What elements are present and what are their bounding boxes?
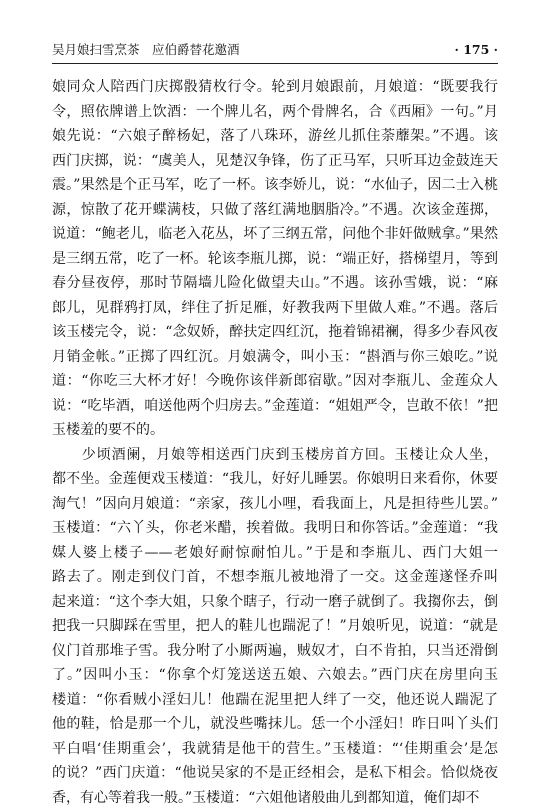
text-line: 的说？”西门庆道：“他说吴家的不是正经相会，是私下相会。恰似烧夜 bbox=[52, 761, 498, 786]
text-line: 春分昼夜停，那时节隔墙儿险化做望夫山。”不遇。该孙雪娥，说：“麻 bbox=[52, 271, 498, 296]
text-line: 玉楼道：“六丫头，你老米醋，挨着做。我明日和你答话。”金莲道：“我 bbox=[52, 516, 498, 541]
paragraph bbox=[52, 75, 498, 443]
text-line: 路去了。刚走到仪门首，不想李瓶儿被地滑了一交。这金莲遂怪乔叫 bbox=[52, 565, 498, 590]
text-line: 媒人婆上楼子——老娘好耐惊耐怕儿。”于是和李瓶儿、西门大姐一 bbox=[52, 541, 498, 566]
text-line: 说道：“鲍老儿，临老入花丛，坏了三纲五常，问他个非奸做贼拿。”果然 bbox=[52, 222, 498, 247]
text-line: 娘同众人陪西门庆掷骰猜枚行令。轮到月娘跟前，月娘道：“既要我行 bbox=[52, 75, 498, 100]
text-line: 震。”果然是个正马军，吃了一杯。该李娇儿，说：“水仙子，因二士入桃 bbox=[52, 173, 498, 198]
text-line: 他的鞋，恰是那一个儿，就没些嘴抹儿。恁一个小淫妇！昨日叫丫头们 bbox=[52, 712, 498, 737]
page-number: · 175 · bbox=[455, 39, 499, 61]
text-line: 玉楼羞的要不的。 bbox=[52, 418, 498, 443]
text-line: 西门庆掷，说：“虞美人，见楚汉争锋，伤了正马军，只听耳边金鼓连天 bbox=[52, 149, 498, 174]
text-line: 娘先说：“六娘子醉杨妃，落了八珠环，游丝儿抓住荼蘼架。”不遇。该 bbox=[52, 124, 498, 149]
text-line: 月销金帐。”正掷了四红沉。月娘满令，叫小玉：“斟酒与你三娘吃。”说 bbox=[52, 345, 498, 370]
text-line: 平白唱‘佳期重会’，我就猜是他干的营生。”玉楼道：“‘佳期重会’是怎 bbox=[52, 737, 498, 762]
running-title: 吴月娘扫雪烹茶 应伯爵替花邀酒 bbox=[52, 39, 240, 61]
text-line: 少顷酒阑，月娘等相送西门庆到玉楼房首方回。玉楼让众人坐， bbox=[52, 443, 498, 468]
text-line: 仪门首那堆子雪。我分咐了小厮两遍，贼奴才，白不肯拍，只当还滑倒 bbox=[52, 639, 498, 664]
text-line: 令，照依牌谱上饮酒：一个牌儿名，两个骨牌名，合《西厢》一句。”月 bbox=[52, 100, 498, 125]
page-header bbox=[52, 39, 498, 61]
text-line: 说：“吃毕酒，咱送他两个归房去。”金莲道：“姐姐严令，岂敢不依！”把 bbox=[52, 394, 498, 419]
text-line: 都不坐。金莲便戏玉楼道：“我儿，好好儿睡罢。你娘明日来看你，休要 bbox=[52, 467, 498, 492]
text-line: 郎儿，见群鸦打凤，绊住了折足雁，好教我两下里做人难。”不遇。落后 bbox=[52, 296, 498, 321]
text-line: 该玉楼完令，说：“念奴娇，醉扶定四红沉，拖着锦裙襕，得多少春风夜 bbox=[52, 320, 498, 345]
text-line: 源，惊散了花开蝶满枝，只做了落红满地胭脂冷。”不遇。次该金莲掷， bbox=[52, 198, 498, 223]
text-line: 香，有心等着我一般。”玉楼道：“六姐他诸般曲儿到都知道，俺们却不 bbox=[52, 786, 498, 810]
text-line: 起来道：“这个李大姐，只象个瞎子，行动一磨子就倒了。我搊你去，倒 bbox=[52, 590, 498, 615]
text-line: 淘气！”因向月娘道：“亲家，孩儿小哩，看我面上，凡是担待些儿罢。” bbox=[52, 492, 498, 517]
text-line: 了。”因叫小玉：“你拿个灯笼送送五娘、六娘去。”西门庆在房里向玉 bbox=[52, 663, 498, 688]
header-rule bbox=[52, 63, 498, 64]
text-line: 是三纲五常，吃了一杯。轮该李瓶儿掷，说：“端正好，搭梯望月，等到 bbox=[52, 247, 498, 272]
paragraph bbox=[52, 443, 498, 810]
body-text bbox=[52, 75, 498, 810]
text-line: 把我一只脚踩在雪里，把人的鞋儿也踹泥了！”月娘听见，说道：“就是 bbox=[52, 614, 498, 639]
text-line: 楼道：“你看贼小淫妇儿！他踹在泥里把人绊了一交，他还说人踹泥了 bbox=[52, 688, 498, 713]
text-line: 道：“你吃三大杯才好！今晚你该伴新郎宿歇。”因对李瓶儿、金莲众人 bbox=[52, 369, 498, 394]
